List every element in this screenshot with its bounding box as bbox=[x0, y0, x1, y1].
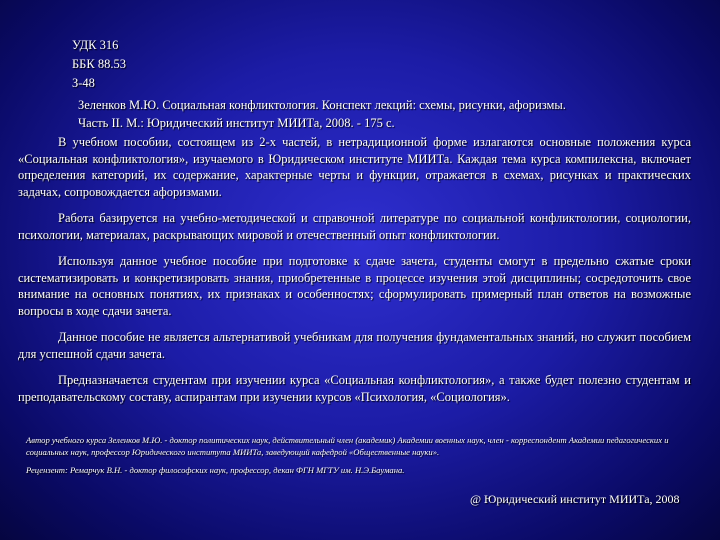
reviewer-credit: Рецензент: Ремарчук В.Н. - доктор философских наук, профессор, декан ФГН МГТУ им. Н.Э.Баумана. bbox=[26, 465, 405, 475]
abstract-paragraph: Предназначается студентам при изучении курса «Социальная конфликтология», а также будет полезно студентам и преподавательскому составу, аспирантам при изучении курсов «Психология, «Социология». bbox=[18, 373, 691, 404]
author-mark: З-48 bbox=[72, 76, 95, 90]
abstract-body bbox=[18, 134, 691, 415]
citation-line-1: Зеленков М.Ю. Социальная конфликтология. Конспект лекций: схемы, рисунки, афоризмы. bbox=[78, 98, 566, 112]
abstract-paragraph: Используя данное учебное пособие при подготовке к сдаче зачета, студенты смогут в предельно сжатые сроки систематизировать и конкретизировать знания, приобретенные в процессе изучения этой дисциплины; сосредоточить свое внимание на основных понятиях, их признаках и особенностях; сформулировать примерный план ответов на возможные вопросы в ходе сдачи зачета. bbox=[18, 254, 691, 318]
udk-code: УДК 316 bbox=[72, 38, 119, 52]
credits bbox=[26, 434, 691, 482]
author-credit: Автор учебного курса Зеленков М.Ю. - доктор политических наук, действительный член (академик) Академии военных наук, член - корреспондент Академии педагогических и социальных наук, профессор Юридического института МИИТа, заведующий кафедрой «Общественные науки». bbox=[26, 435, 669, 457]
citation-line-2: Часть II. М.: Юридический институт МИИТа, 2008. - 175 с. bbox=[78, 116, 395, 130]
abstract-paragraph: Работа базируется на учебно-методической и справочной литературе по социальной конфликтологии, социологии, психологии, материалах, раскрывающих мировой и отечественный опыт конфликтологии. bbox=[18, 211, 691, 242]
bbk-code: ББК 88.53 bbox=[72, 57, 126, 71]
bibliographic-citation bbox=[78, 96, 698, 132]
classification-header bbox=[72, 36, 126, 93]
abstract-paragraph: Данное пособие не является альтернативой учебникам для получения фундаментальных знаний, но служит пособием для успешной сдачи зачета. bbox=[18, 330, 691, 361]
copyright-notice: @ Юридический институт МИИТа, 2008 bbox=[470, 492, 680, 506]
abstract-paragraph: В учебном пособии, состоящем из 2-х частей, в нетрадиционной форме излагаются основные положения курса «Социальная конфликтология», изучаемого в Юридическом институте МИИТа. Каждая тема курса компилексна, включает определения категорий, их содержание, характерные черты и функции, отражается в схемах, рисунках и практических задачах, сопровождается афоризмами. bbox=[18, 135, 691, 199]
